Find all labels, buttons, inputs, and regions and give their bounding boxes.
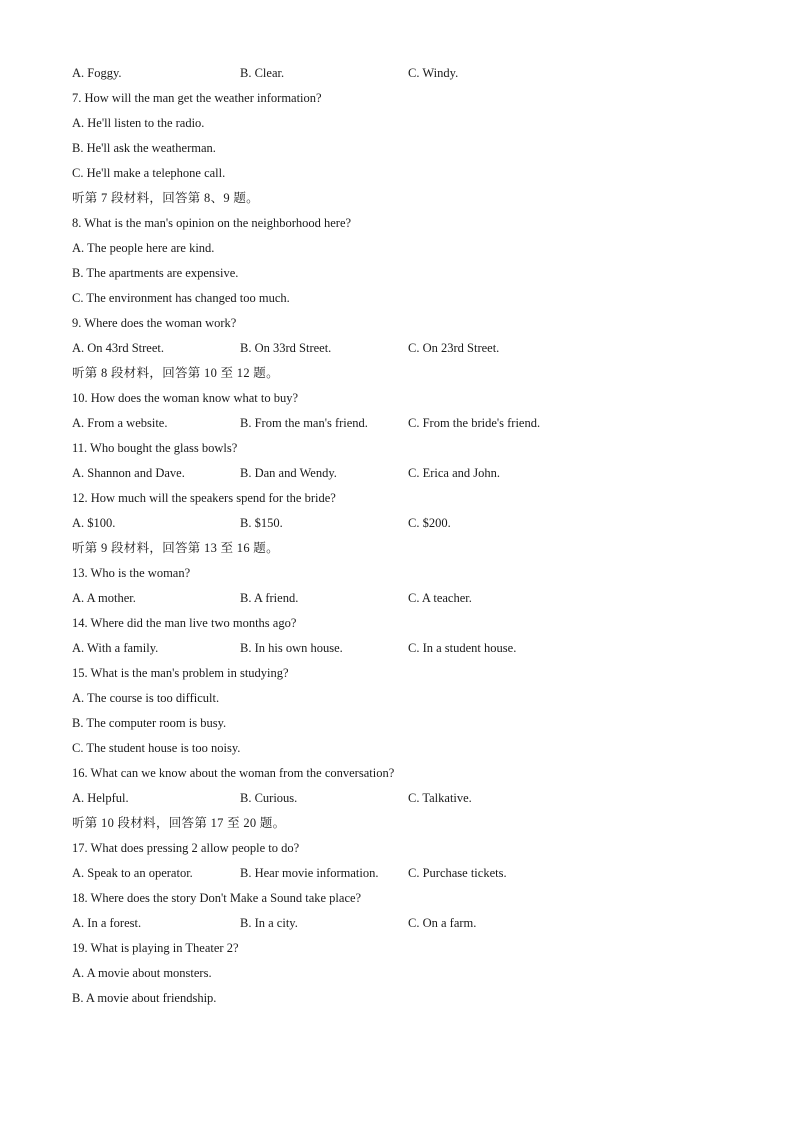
option-a: A. $100.	[72, 516, 116, 530]
answer-option: A. A movie about monsters.	[72, 966, 212, 980]
option-a: A. Shannon and Dave.	[72, 466, 185, 480]
option-b: B. $150.	[240, 516, 283, 530]
question-text: 10. How does the woman know what to buy?	[72, 391, 299, 405]
option-c: C. Erica and John.	[408, 466, 500, 480]
answer-options-row	[72, 639, 732, 664]
section-instruction: 听第 9 段材料，回答第 13 至 16 题。	[72, 541, 279, 555]
question-text: 7. How will the man get the weather information?	[72, 91, 322, 105]
option-b: B. Dan and Wendy.	[240, 466, 337, 480]
option-c: C. Talkative.	[408, 791, 472, 805]
answer-option: B. The apartments are expensive.	[72, 266, 239, 280]
answer-option: A. The people here are kind.	[72, 241, 215, 255]
option-a: A. In a forest.	[72, 916, 142, 930]
option-b: B. Clear.	[240, 66, 285, 80]
option-c: C. On a farm.	[408, 916, 477, 930]
section-instruction: 听第 8 段材料，回答第 10 至 12 题。	[72, 366, 279, 380]
option-b: B. In his own house.	[240, 641, 343, 655]
answer-option: B. A movie about friendship.	[72, 991, 217, 1005]
option-a: A. Speak to an operator.	[72, 866, 193, 880]
answer-option: B. The computer room is busy.	[72, 716, 227, 730]
answer-option: A. He'll listen to the radio.	[72, 116, 205, 130]
option-b: B. Curious.	[240, 791, 298, 805]
question-text: 18. Where does the story Don't Make a Sound take place?	[72, 891, 362, 905]
option-a: A. A mother.	[72, 591, 136, 605]
answer-options-row	[72, 339, 732, 364]
answer-options-row	[72, 789, 732, 814]
answer-options-row	[72, 914, 732, 939]
answer-options-row	[72, 589, 732, 614]
option-c: C. A teacher.	[408, 591, 472, 605]
option-b: B. From the man's friend.	[240, 416, 368, 430]
answer-option: C. The student house is too noisy.	[72, 741, 241, 755]
answer-option: C. The environment has changed too much.	[72, 291, 290, 305]
option-b: B. Hear movie information.	[240, 866, 379, 880]
answer-options-row	[72, 864, 732, 889]
answer-options-row	[72, 514, 732, 539]
option-c: C. Purchase tickets.	[408, 866, 507, 880]
answer-options-row	[72, 64, 732, 89]
answer-option: B. He'll ask the weatherman.	[72, 141, 216, 155]
question-text: 8. What is the man's opinion on the neighborhood here?	[72, 216, 352, 230]
answer-options-row	[72, 464, 732, 489]
answer-option: A. The course is too difficult.	[72, 691, 220, 705]
option-a: A. On 43rd Street.	[72, 341, 164, 355]
answer-option: C. He'll make a telephone call.	[72, 166, 226, 180]
option-a: A. Helpful.	[72, 791, 129, 805]
question-text: 13. Who is the woman?	[72, 566, 191, 580]
question-text: 19. What is playing in Theater 2?	[72, 941, 239, 955]
section-instruction: 听第 10 段材料，回答第 17 至 20 题。	[72, 816, 286, 830]
option-b: B. On 33rd Street.	[240, 341, 332, 355]
exam-page	[72, 64, 732, 1014]
option-c: C. In a student house.	[408, 641, 517, 655]
question-text: 17. What does pressing 2 allow people to do?	[72, 841, 300, 855]
answer-options-row	[72, 414, 732, 439]
question-text: 11. Who bought the glass bowls?	[72, 441, 238, 455]
option-a: A. With a family.	[72, 641, 159, 655]
question-text: 16. What can we know about the woman from the conversation?	[72, 766, 395, 780]
option-b: B. A friend.	[240, 591, 299, 605]
option-a: A. From a website.	[72, 416, 168, 430]
option-b: B. In a city.	[240, 916, 298, 930]
question-text: 9. Where does the woman work?	[72, 316, 237, 330]
question-text: 12. How much will the speakers spend for the bride?	[72, 491, 336, 505]
question-text: 15. What is the man's problem in studying?	[72, 666, 289, 680]
option-a: A. Foggy.	[72, 66, 122, 80]
option-c: C. Windy.	[408, 66, 459, 80]
section-instruction: 听第 7 段材料，回答第 8、9 题。	[72, 191, 259, 205]
option-c: C. From the bride's friend.	[408, 416, 541, 430]
option-c: C. On 23rd Street.	[408, 341, 500, 355]
question-text: 14. Where did the man live two months ago?	[72, 616, 297, 630]
option-c: C. $200.	[408, 516, 451, 530]
